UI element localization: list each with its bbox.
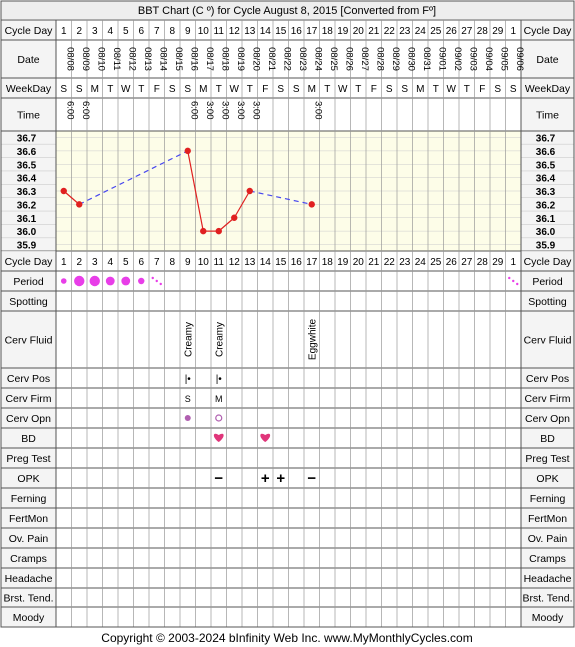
row-label-weekday: WeekDay: [5, 83, 52, 95]
cycle-day-cell: 25: [430, 26, 442, 37]
weekday-cell: W: [446, 84, 456, 95]
temp-tick-label: 36.7: [16, 133, 37, 145]
temp-tick-label: 36.6: [16, 146, 37, 158]
date-cell: 08/09: [79, 47, 91, 71]
row-label-cramps: Cramps: [10, 553, 47, 565]
cycle-day-cell: 28: [476, 26, 488, 37]
weekday-cell: S: [385, 84, 393, 95]
temp-point: [231, 215, 237, 221]
date-cell: 08/19: [234, 47, 246, 71]
row-label-right-preg-test: Preg Test: [525, 453, 570, 465]
row-label-right-cerv-pos: Cerv Pos: [525, 373, 570, 385]
opk-marker: +: [260, 470, 270, 487]
temp-point: [247, 188, 253, 194]
row-label-preg-test: Preg Test: [6, 453, 51, 465]
cycle-day-cell-bottom: 12: [228, 257, 240, 268]
cycle-day-cell-bottom: 22: [383, 257, 395, 268]
time-cell: 6:00: [188, 101, 200, 120]
cycle-day-cell-bottom: 27: [461, 257, 473, 268]
cycle-day-cell-bottom: 10: [197, 257, 209, 268]
cycle-day-cell-bottom: 13: [244, 257, 256, 268]
row-label-right-opk: OPK: [536, 473, 559, 485]
opk-marker: −: [307, 470, 317, 487]
opk-marker: +: [276, 470, 286, 487]
row-label-right-cerv-fluid: Cerv Fluid: [523, 334, 572, 347]
period-spotting-dot: [516, 283, 518, 285]
cycle-day-cell-bottom: 1: [60, 257, 67, 268]
cycle-day-cell-bottom: 24: [414, 257, 426, 268]
date-cell: 08/17: [203, 47, 215, 71]
period-marker: [121, 277, 130, 286]
period-spotting-dot: [508, 277, 510, 279]
weekday-cell: M: [90, 84, 99, 95]
temp-tick-label-right: 36.3: [535, 187, 556, 198]
row-label-cerv-firm: Cerv Firm: [5, 393, 52, 405]
cycle-day-cell: 6: [138, 26, 145, 37]
weekday-cell: M: [307, 84, 316, 95]
weekday-cell: F: [262, 84, 269, 95]
weekday-cell: W: [229, 84, 239, 95]
temp-tick-label-right: 36.7: [535, 133, 556, 145]
time-cell: 3:00: [203, 101, 215, 120]
cycle-day-cell: 4: [107, 26, 114, 37]
period-spotting-dot: [152, 277, 154, 279]
cycle-day-cell: 16: [290, 26, 302, 37]
time-cell: 3:00: [234, 101, 246, 120]
date-cell: 08/25: [327, 47, 339, 71]
date-cell: 09/06: [513, 47, 525, 71]
temp-tick-label: 35.9: [16, 240, 37, 252]
cerv-fluid-text: Creamy: [183, 321, 195, 358]
date-cell: 09/03: [467, 47, 479, 71]
cycle-day-cell: 15: [275, 26, 287, 37]
weekday-cell: S: [401, 84, 409, 95]
row-label-right-weekday: WeekDay: [524, 83, 571, 95]
row-label-right-headache: Headache: [523, 573, 572, 585]
cycle-day-cell: 14: [259, 26, 271, 37]
cycle-day-cell-bottom: 29: [492, 257, 504, 268]
row-label-right-moody: Moody: [531, 612, 564, 624]
row-label-spotting: Spotting: [9, 296, 48, 308]
period-marker: [106, 277, 115, 286]
weekday-cell: S: [75, 84, 83, 95]
period-spotting-dot: [512, 280, 514, 282]
cycle-day-cell-bottom: 26: [445, 257, 457, 268]
time-cell: 3:00: [250, 101, 262, 120]
row-label-right-fertmon: FertMon: [527, 513, 568, 525]
row-label-time: Time: [17, 109, 40, 122]
cycle-day-cell: 20: [352, 26, 364, 37]
cycle-day-cell-bottom: 2: [76, 257, 83, 268]
weekday-cell: S: [494, 84, 502, 95]
row-label-right-cerv-firm: Cerv Firm: [524, 393, 571, 405]
cycle-day-cell-bottom: 18: [321, 257, 333, 268]
cycle-day-cell: 1: [60, 26, 67, 37]
weekday-cell: T: [355, 84, 362, 95]
date-cell: 08/14: [157, 47, 169, 71]
date-cell: 08/21: [265, 47, 277, 71]
cycle-day-cell-bottom: 20: [352, 257, 364, 268]
time-cell: 3:00: [219, 101, 231, 120]
cycle-day-cell-bottom: 14: [259, 257, 271, 268]
period-marker: [74, 276, 84, 286]
date-cell: 08/10: [95, 47, 107, 71]
temp-tick-label-right: 36.0: [535, 227, 556, 239]
row-label-right-brst-tend: Brst. Tend.: [522, 592, 573, 605]
temp-point: [200, 228, 206, 234]
cycle-day-cell: 2: [76, 26, 83, 37]
temp-point: [309, 201, 315, 207]
date-cell: 08/30: [405, 47, 417, 71]
date-cell: 08/22: [281, 47, 293, 71]
cycle-day-cell: 18: [321, 26, 333, 37]
cycle-day-cell: 9: [184, 26, 191, 37]
cycle-day-cell: 1: [510, 26, 517, 37]
temp-tick-label: 36.5: [16, 160, 37, 172]
row-label-right-cerv-opn: Cerv Opn: [525, 413, 570, 425]
date-cell: 08/24: [312, 47, 324, 71]
weekday-cell: T: [463, 84, 470, 95]
date-cell: 08/31: [420, 47, 432, 71]
weekday-cell: W: [338, 84, 348, 95]
cycle-day-cell: 11: [213, 26, 224, 37]
date-cell: 08/20: [250, 47, 262, 71]
cycle-day-cell: 22: [383, 26, 395, 37]
time-cell: 3:00: [312, 101, 324, 120]
cycle-day-cell-bottom: 9: [184, 257, 191, 268]
row-label-cerv-fluid: Cerv Fluid: [4, 334, 53, 347]
cycle-day-cell: 23: [399, 26, 411, 37]
cycle-day-cell: 19: [337, 26, 349, 37]
cycle-day-cell: 24: [414, 26, 426, 37]
weekday-cell: T: [215, 84, 222, 95]
row-label-right-date: Date: [536, 54, 559, 66]
cycle-day-cell-bottom: 23: [399, 257, 411, 268]
row-label-moody: Moody: [12, 612, 45, 624]
weekday-cell: W: [121, 84, 131, 95]
row-label-right-period: Period: [532, 276, 563, 288]
weekday-cell: S: [60, 84, 68, 95]
cerv-fluid-text: Eggwhite: [307, 318, 319, 361]
date-cell: 09/04: [482, 47, 494, 71]
weekday-cell: S: [509, 84, 517, 95]
date-cell: 08/12: [126, 47, 138, 71]
temp-tick-label-right: 36.1: [535, 213, 556, 225]
period-marker: [90, 276, 100, 286]
temp-point: [61, 188, 67, 194]
weekday-cell: S: [184, 84, 192, 95]
temp-tick-label-right: 36.5: [535, 160, 556, 172]
temp-tick-label: 36.2: [16, 200, 37, 212]
cycle-day-cell-bottom: 7: [153, 257, 160, 268]
cycle-day-cell: 7: [153, 26, 160, 37]
cycle-day-cell-bottom: 28: [476, 257, 488, 268]
date-cell: 08/29: [389, 47, 401, 71]
cycle-day-cell-bottom: 11: [213, 257, 224, 268]
temp-tick-label-right: 35.9: [535, 240, 556, 252]
time-cell: 6:00: [79, 101, 91, 120]
date-cell: 09/05: [498, 47, 510, 71]
cycle-day-cell: 26: [445, 26, 457, 37]
weekday-cell: T: [324, 84, 331, 95]
cycle-day-cell-bottom: 3: [91, 257, 98, 268]
cycle-day-cell: 12: [228, 26, 240, 37]
temp-tick-label-right: 36.6: [535, 146, 556, 158]
cycle-day-cell-bottom: 16: [290, 257, 302, 268]
weekday-cell: M: [199, 84, 208, 95]
footer-copyright: Copyright © 2003-2024 bInfinity Web Inc. www.MyMonthlyCycles.com: [101, 631, 473, 645]
temp-point: [76, 201, 82, 207]
weekday-cell: T: [246, 84, 253, 95]
row-label-cerv-opn: Cerv Opn: [6, 413, 51, 425]
weekday-cell: T: [107, 84, 114, 95]
date-cell: 08/11: [110, 47, 122, 71]
row-label-right-ferning: Ferning: [529, 493, 566, 505]
temp-point: [216, 228, 222, 234]
weekday-cell: S: [292, 84, 300, 95]
cycle-day-cell: 3: [91, 26, 98, 37]
cycle-day-cell: 5: [122, 26, 129, 37]
row-label-period: Period: [13, 276, 44, 288]
row-label-date: Date: [17, 54, 40, 66]
date-cell: 08/23: [296, 47, 308, 71]
cycle-day-cell-bottom: 1: [510, 257, 517, 268]
cerv-pos-marker: |•: [215, 374, 222, 385]
row-label-bd: BD: [21, 433, 36, 445]
cycle-day-cell: 10: [197, 26, 209, 37]
row-label-headache: Headache: [4, 573, 53, 585]
cerv-firm-marker: M: [215, 394, 223, 404]
cycle-day-cell: 13: [244, 26, 256, 37]
temp-point: [185, 148, 191, 154]
weekday-cell: T: [138, 84, 145, 95]
cycle-day-cell-bottom: 6: [138, 257, 145, 268]
temp-tick-label: 36.4: [16, 173, 37, 185]
row-label-right-cycle-day: Cycle Day: [523, 25, 572, 37]
temp-tick-label: 36.3: [16, 187, 37, 198]
weekday-cell: M: [416, 84, 425, 95]
period-marker: [61, 278, 67, 284]
row-label-ov-pain: Ov. Pain: [8, 533, 49, 545]
cycle-day-cell-bottom: 4: [107, 257, 114, 268]
row-label-right-spotting: Spotting: [528, 296, 567, 308]
temp-tick-label-right: 36.2: [535, 200, 556, 212]
cycle-day-cell: 21: [368, 26, 380, 37]
row-label-brst-tend: Brst. Tend.: [3, 592, 54, 605]
weekday-cell: F: [370, 84, 377, 95]
cycle-day-cell-bottom: 25: [430, 257, 442, 268]
cycle-day-cell-bottom: 19: [337, 257, 349, 268]
cycle-day-cell-bottom: 5: [122, 257, 129, 268]
weekday-cell: S: [277, 84, 285, 95]
row-label-right-bd: BD: [540, 433, 555, 445]
temp-tick-label: 36.0: [16, 227, 37, 239]
cycle-day-cell-bottom: 15: [275, 257, 287, 268]
cerv-opn-marker: [185, 415, 191, 421]
cycle-day-cell: 27: [461, 26, 473, 37]
row-label-right-ov-pain: Ov. Pain: [527, 533, 568, 545]
cerv-firm-marker: S: [184, 394, 191, 404]
date-cell: 08/28: [374, 47, 386, 71]
period-spotting-dot: [156, 280, 158, 282]
cycle-day-cell-bottom: 21: [368, 257, 380, 268]
cerv-fluid-text: Creamy: [214, 321, 226, 358]
row-label-opk: OPK: [17, 473, 40, 485]
temp-tick-label-right: 36.4: [535, 173, 556, 185]
chart-title: BBT Chart (C º) for Cycle August 8, 2015 [Converted from Fº]: [137, 5, 437, 17]
time-cell: 6:00: [64, 101, 76, 120]
period-marker: [138, 278, 144, 284]
cycle-day-cell: 17: [306, 26, 318, 37]
cycle-day-cell-bottom: 8: [169, 257, 176, 268]
opk-marker: −: [214, 470, 224, 487]
date-cell: 08/26: [343, 47, 355, 71]
row-label-right-cycle-day: Cycle Day: [523, 256, 572, 268]
row-label-cycle-day: Cycle Day: [4, 256, 53, 268]
date-cell: 09/01: [436, 47, 448, 71]
cycle-day-cell: 29: [492, 26, 504, 37]
row-label-right-cramps: Cramps: [529, 553, 566, 565]
weekday-cell: F: [153, 84, 160, 95]
temp-tick-label: 36.1: [16, 213, 37, 225]
date-cell: 08/18: [219, 47, 231, 71]
weekday-cell: S: [168, 84, 176, 95]
date-cell: 08/13: [141, 47, 153, 71]
row-label-ferning: Ferning: [10, 493, 47, 505]
weekday-cell: T: [432, 84, 439, 95]
date-cell: 08/08: [64, 47, 76, 71]
date-cell: 09/02: [451, 47, 463, 71]
date-cell: 08/27: [358, 47, 370, 71]
row-label-right-time: Time: [536, 109, 559, 122]
cerv-pos-marker: |•: [184, 374, 191, 385]
date-cell: 08/16: [188, 47, 200, 71]
cycle-day-cell: 8: [169, 26, 176, 37]
weekday-cell: F: [479, 84, 486, 95]
date-cell: 08/15: [172, 47, 184, 71]
row-label-cycle-day: Cycle Day: [4, 25, 53, 37]
cycle-day-cell-bottom: 17: [306, 257, 318, 268]
row-label-fertmon: FertMon: [8, 513, 49, 525]
period-spotting-dot: [160, 283, 162, 285]
row-label-cerv-pos: Cerv Pos: [6, 373, 51, 385]
